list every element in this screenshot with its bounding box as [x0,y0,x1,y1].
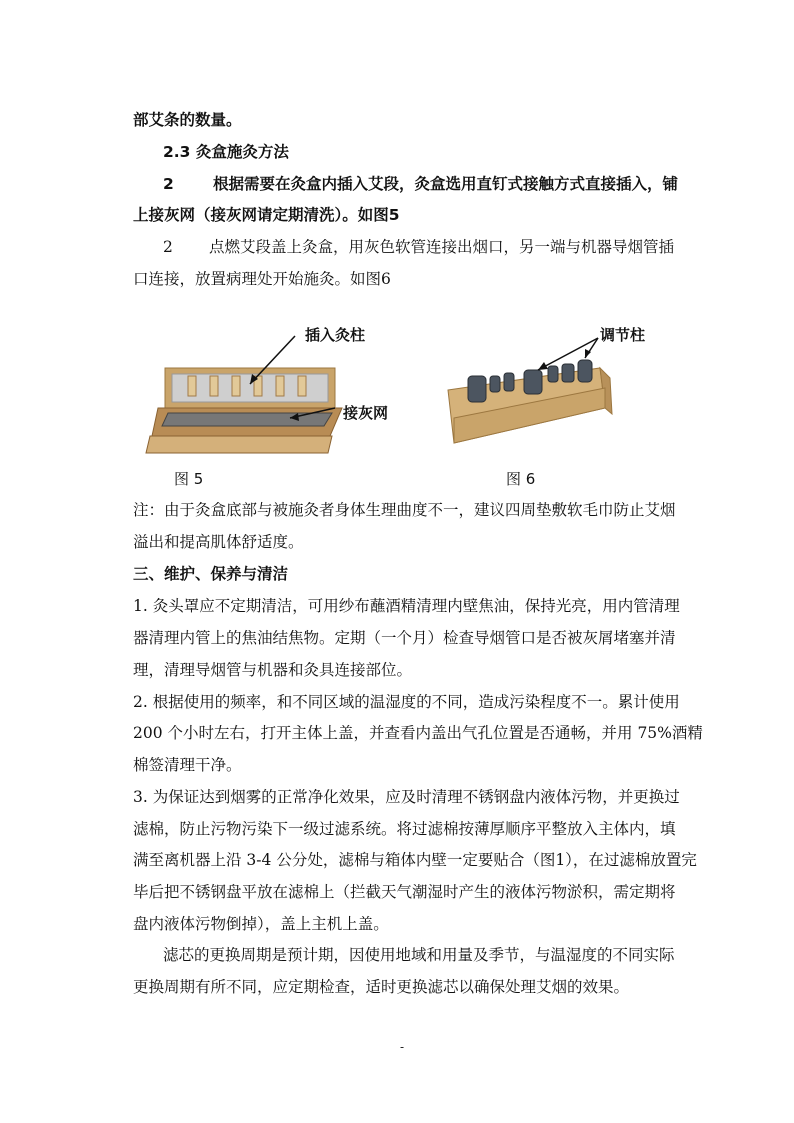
paragraph-3-line: 3. 为保证达到烟雾的正常净化效果，应及时清理不锈钢盘内液体污物，并更换过 [133,788,680,806]
text-line: 根据需要在灸盒内插入艾段，灸盒选用直钉式接触方式直接插入，铺 [213,175,679,193]
paragraph-1-line: 1. 灸头罩应不定期清洁，可用纱布蘸酒精清理内壁焦油，保持光亮，用内管清理 [133,597,680,615]
text-line: 部艾条的数量。 [133,111,242,129]
step-number: 2 [163,175,174,193]
page-number: - [400,1040,405,1054]
paragraph-2-line: 棉签清理干净。 [133,756,242,774]
paragraph-2-line: 200 个小时左右，打开主体上盖，并查看内盖出气孔位置是否通畅，并用 75%酒精 [133,724,703,742]
text-line: 上接灰网（接灰网请定期清洗）。如图5 [133,206,400,224]
paragraph-3-line: 毕后把不锈钢盘平放在滤棉上（拦截天气潮湿时产生的液体污物淤积，需定期将 [133,883,676,901]
note-line: 溢出和提高肌体舒适度。 [133,533,304,551]
paragraph-3-line: 满至离机器上沿 3-4 公分处，滤棉与箱体内壁一定要贴合（图1），在过滤棉放置完 [133,851,697,869]
paragraph-2-line: 2. 根据使用的频率，和不同区域的温湿度的不同，造成污染程度不一。累计使用 [133,693,680,711]
section-3-title: 三、维护、保养与清洁 [133,565,289,583]
figure-5-image [140,318,440,468]
figure-6-label-adjust: 调节柱 [600,326,646,344]
note-line: 注：由于灸盒底部与被施灸者身体生理曲度不一，建议四周垫敷软毛巾防止艾烟 [133,501,676,519]
text-line: 口连接，放置病理处开始施灸。如图6 [133,270,391,288]
paragraph-4-line: 更换周期有所不同，应定期检查，适时更换滤芯以确保处理艾烟的效果。 [133,978,630,996]
paragraph-4-line: 滤芯的更换周期是预计期，因使用地域和用量及季节，与温湿度的不同实际 [163,946,675,964]
step-number: 2 [163,238,173,256]
figure-6-caption: 图 6 [506,470,536,488]
section-heading: 2.3 灸盒施灸方法 [163,143,289,161]
paragraph-3-line: 滤棉，防止污物污染下一级过滤系统。将过滤棉按薄厚顺序平整放入主体内，填 [133,820,676,838]
figure-5-label-insert: 插入灸柱 [305,326,366,344]
figure-5-label-ash: 接灰网 [343,404,389,422]
paragraph-3-line: 盘内液体污物倒掉），盖上主机上盖。 [133,915,389,933]
paragraph-1-line: 理，清理导烟管与机器和灸具连接部位。 [133,661,413,679]
paragraph-1-line: 器清理内管上的焦油结焦物。定期（一个月）检查导烟管口是否被灰屑堵塞并清 [133,629,676,647]
text-line: 点燃艾段盖上灸盒，用灰色软管连接出烟口，另一端与机器导烟管插 [209,238,675,256]
figure-5-caption: 图 5 [174,470,204,488]
